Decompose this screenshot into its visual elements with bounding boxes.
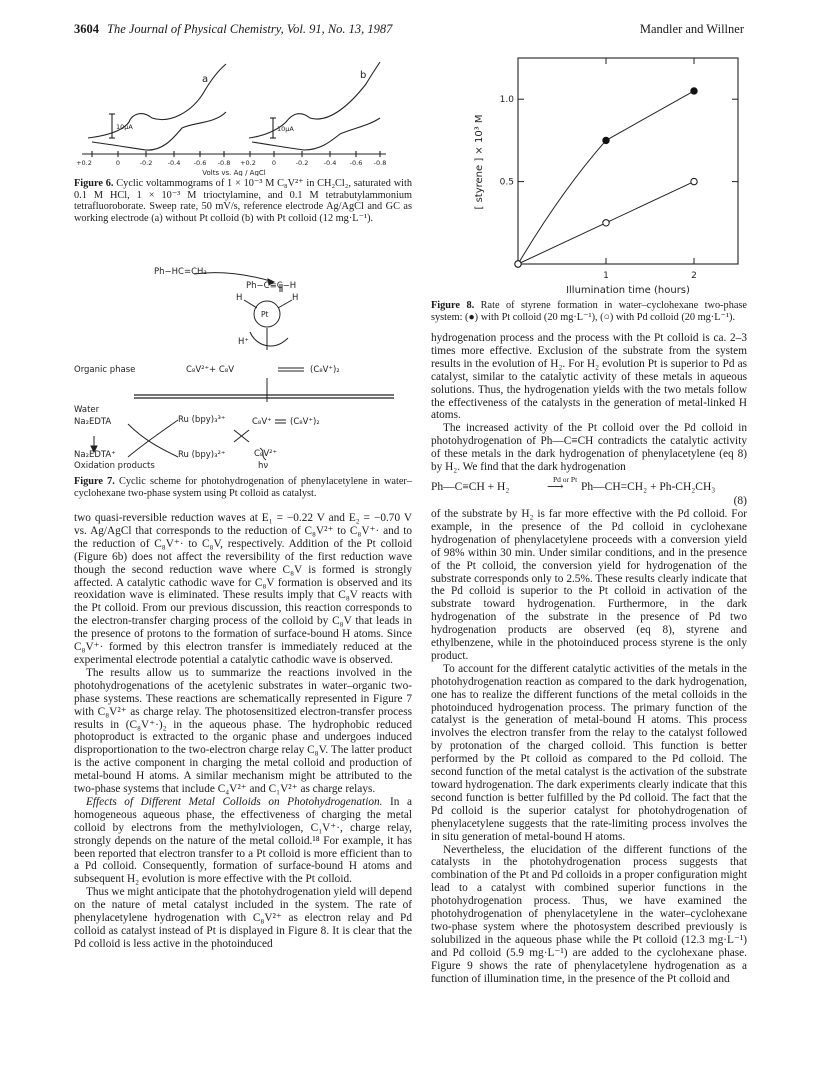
fig7-phenylacetylene: Ph−C≡C−H (246, 281, 297, 291)
fig6-label-a: a (202, 74, 209, 85)
fig7-c8v2: C₈V²⁺ (254, 449, 278, 459)
left-paragraph-1: two quasi-reversible reduction waves at E₁ = −0.22 V and E₂ = −0.70 V vs. Ag/AgCl that corresponds to the reduction of C₈V²⁺ to C₈V⁺· and to the reduction of C₈V⁺· to C₈V, respectively. Addition of the Pt colloid (Figure 6b) does not affect the reversibility of the first reduction wave though the second reduction wave where C₈V is formed is strongly affected. A catalytic cathodic wave for C₈V formation is observed and its reoxidation wave is eliminated. These results imply that C₈V reacts with the Pt colloid. From our previous discussion, this reaction corresponds to the electron-transfer charging process of the colloid by C₈V that leads in the presence of protons to the formation of surface-bound H atoms. Since C₈V⁺· formed by this electron transfer is immediately reduced at the experimental electrode potential a catalytic cathodic wave is observed. (74, 512, 412, 666)
figure-8-chart (468, 50, 750, 296)
figure-6-caption-label: Figure 6. (74, 178, 114, 189)
figure-7-scheme (74, 252, 412, 470)
fig6-scale-b: 10μA (277, 125, 294, 133)
figure-7-caption-text: Cyclic scheme for photohydrogenation of phenylacetylene in water–cyclohexane two-phase system using Pt colloid as catalyst. (74, 476, 412, 499)
figure-8-caption-text: Rate of styrene formation in water–cyclohexane two-phase system: (●) with Pt colloid (20 mg·L⁻¹), (○) with Pd colloid (20 mg·L⁻¹). (431, 300, 748, 323)
fig7-organic-eq-right: (C₈V⁺)₂ (310, 365, 340, 375)
right-paragraph-3: of the substrate by H₂ is far more effective with the Pd colloid. For example, in the presence of the Pd colloid in cyclohexane hydrogenation of phenylacetylene proceeds with a conversion yield of 98% within 30 min. Under similar conditions, and in the presence of the Pt colloid, the conversion yield for hydrogenation of the substrate corresponds only to 2.5%. These results clearly indicate that the Pd colloid is superior to the Pt colloid in activation of the substrate toward hydrogenation. Furthermore, in the dark hydrogenation of the substrate in the presence of Pd two hydrogenation products are observed (eq 8), styrene and ethylbenzene, while in the photoinduced process styrene is the only product. (431, 507, 747, 662)
left-paragraph-2: The results allow us to summarize the reactions involved in the photohydrogenations of the acetylenic substrates in water–organic two-phase systems. These reactions are schematically represented in Figure 7 with C₈V²⁺ as charge relay. The photosensitized electron-transfer process results in (C₈V⁺·)₂ in the aqueous phase. The hydrophobic reduced photoproduct is extracted to the organic phase and undergoes induced disproportionation to the two-electron charge relay C₈V. The latter product is the active component in charging the metal colloid and production of metal-bound H atoms. A similar mechanism might be attributed to the two-phase systems that include C₄V²⁺ and C₁V²⁺ as charge relays. (74, 666, 412, 796)
fig6-scale-a: 10μA (116, 123, 133, 131)
fig8-series-line-pt (518, 91, 694, 264)
fig6-tick-b-5: -0.8 (373, 159, 387, 167)
fig7-oxidation-products: Oxidation products (74, 461, 155, 470)
fig8-y-tick-0-5: 0.5 (499, 177, 514, 188)
fig7-c8v-dimer: (C₈V⁺)₂ (290, 417, 320, 427)
fig8-x-axis-label: Illumination time (hours) (566, 285, 690, 296)
right-paragraph-2: The increased activity of the Pt colloid over the Pd colloid in photohydrogenation of Ph—C≡CH contradicts the catalytic activity of these metals in the dark hydrogenation of phenylacetylene (eq 8) by H₂. We find that the dark hydrogenation (431, 422, 747, 474)
fig8-point-pd-1 (603, 220, 609, 226)
fig8-x-tick-1: 1 (603, 271, 609, 281)
fig7-ru2: Ru (bpy)₃²⁺ (178, 450, 226, 460)
right-paragraph-1: hydrogenation process and the process with the Pt colloid is ca. 2–3 times more effective. Exclusion of the substrate from the system results in the evolution of H₂. For H₂ evolution Pt is superior to Pd as catalyst, similar to the catalytic activity of these metals in aqueous solutions. Thus, the hydrogenation yields with the two metals follow the effectiveness of the catalysts in the generation of metal-linked H atoms. (431, 332, 747, 422)
figure-6-caption-text: Cyclic voltammograms of 1 × 10⁻³ M C₈V²⁺ in CH₂Cl₂, saturated with 0.1 M HCl, 1 × 10⁻³ M trioctylamine, and 0.1 M tetrabutylammonium tetrafluoroborate. Sweep rate, 50 mV/s, reference electrode Ag/AgCl and GC as working electrode (a) without Pt colloid (b) with Pt colloid (12 mg·L⁻¹). (74, 178, 412, 224)
equation-8-right: Ph—CH=CH₂ + Ph-CH₂CH₃ (581, 480, 716, 493)
equation-8 (431, 474, 747, 508)
fig6-tick-a-1: 0 (115, 159, 121, 167)
fig6-tick-a-0: +0.2 (76, 159, 92, 167)
figure-8-caption (431, 300, 747, 323)
figure-7-caption-label: Figure 7. (74, 476, 115, 487)
page-number: 3604 (74, 22, 99, 36)
fig7-pt: Pt (261, 310, 269, 319)
fig8-point-pd-2 (691, 178, 697, 184)
fig8-point-pt-2 (691, 88, 697, 94)
equation-8-catalyst: Pd or Pt (553, 474, 578, 484)
figure-6-caption (74, 178, 412, 224)
fig7-organic-eq-left: C₈V²⁺+ C₈V (186, 365, 235, 375)
fig6-tick-a-5: -0.8 (217, 159, 231, 167)
fig8-point-pt-1 (603, 137, 609, 143)
fig7-water: Water (74, 405, 100, 415)
fig7-styrene: Ph−HC=CH₂ (154, 267, 207, 277)
fig6-tick-b-2: -0.2 (295, 159, 309, 167)
fig7-h-plus: H⁺ (238, 337, 249, 347)
fig6-label-b: b (360, 70, 367, 81)
fig7-ru3: Ru (bpy)₃³⁺ (178, 415, 226, 425)
right-paragraph-5: Nevertheless, the elucidation of the different functions of the catalysts in the photohydrogenation process suggests that combination of the Pt and Pd colloids in a proper configuration might lead to a catalyst with combined superior functions in the photohydrogenation process. Thus, we have examined the photohydrogenation of phenylacetylene in the water–cyclohexane two-phase system where the photosystem described previously is solubilized in the aqueous phase while the Pt colloid (12.3 mg·L⁻¹) and Pd colloid (5.9 mg·L⁻¹) are added to the cyclohexane phase. Figure 9 shows the rate of phenylacetylene hydrogenation as a function of illumination time, in the presence of the Pt colloid and (431, 843, 747, 985)
figure-8-caption-label: Figure 8. (431, 300, 475, 311)
fig6-tick-b-0: +0.2 (240, 159, 256, 167)
right-column (431, 332, 747, 986)
left-column (74, 512, 412, 951)
running-header-authors: Mandler and Willner (639, 22, 744, 36)
fig7-h-right: H (292, 293, 299, 303)
fig7-h-left: H (236, 293, 243, 303)
equation-8-left: Ph—C≡CH + H₂ (431, 480, 510, 493)
fig6-tick-a-4: -0.6 (193, 159, 207, 167)
left-paragraph-3 (74, 796, 412, 886)
fig6-tick-b-1: 0 (271, 159, 277, 167)
fig8-y-axis-label: [ styrene ] × 10³ M (474, 114, 485, 210)
figure-6 (74, 52, 394, 176)
fig8-point-pd-0 (515, 261, 521, 267)
fig7-organic-phase: Organic phase (74, 365, 136, 375)
figure-7 (74, 252, 412, 470)
left-paragraph-3-text: In a homogeneous aqueous phase, the effectiveness of charging the metal colloid by electrons from the methylviologen, C₁V⁺·, charge relay, strongly depends on the nature of the metal colloid.¹⁸ For example, it has been reported that electron transfer to a Pt colloid is more efficient than to a Pd colloid. Consequently, formation of surface-bound H atoms and subsequent H₂ evolution is more effective with the Pt colloid. (74, 795, 412, 886)
figure-8 (468, 50, 750, 296)
fig7-hv: hν (258, 461, 269, 470)
fig8-x-tick-2: 2 (691, 271, 697, 281)
fig6-tick-a-2: -0.2 (139, 159, 153, 167)
fig6-tick-a-3: -0.4 (167, 159, 181, 167)
fig7-c8v-plus: C₈V⁺ (252, 417, 272, 427)
left-paragraph-4: Thus we might anticipate that the photohydrogenation yield will depend on the nature of metal catalyst included in the system. The rate of phenylacetylene hydrogenation with C₈V²⁺ as electron relay and Pd colloid as catalyst instead of Pt is displayed in Figure 8. It is clear that the Pd colloid is less active in the photoinduced (74, 886, 412, 950)
equation-8-number: (8) (733, 494, 747, 507)
fig8-plot-frame (518, 58, 738, 264)
journal-citation: The Journal of Physical Chemistry, Vol. 91, No. 13, 1987 (107, 22, 393, 36)
running-header-left (74, 22, 392, 37)
fig8-y-tick-1-0: 1.0 (499, 95, 514, 106)
fig6-tick-b-3: -0.4 (323, 159, 337, 167)
fig6-tick-b-4: -0.6 (349, 159, 363, 167)
figure-7-caption (74, 476, 412, 499)
fig7-na2edta: Na₂EDTA (74, 417, 112, 427)
section-heading-metal-colloids: Effects of Different Metal Colloids on Photohydrogenation. (86, 795, 383, 808)
fig7-na2edta-ox: Na₂EDTA⁺ (74, 450, 116, 460)
equation-8-arrow: ⟶ (547, 480, 564, 493)
right-paragraph-4: To account for the different catalytic activities of the metals in the photohydrogenation reaction as compared to the dark hydrogenation, one has to realize the different functions of the metal colloids in the photoinduced hydrogenation process. The primary function of the catalyst is the generation of metal-bound H atoms. This process involves the electron transfer from the relay to the catalyst followed by protonation of the charged colloid. This function is better performed by the Pt colloid as compared to the Pd colloid. The second function of the metal catalyst is the activation of the substrate toward hydrogenation. The dark experiments clearly indicate that this second function is better fulfilled by the Pd colloid. The fact that the Pd colloid is the superior catalyst for photohydrogenation of phenylacetylene suggests that the rate-limiting process involves the in situ generation of metal-bound H atoms. (431, 662, 747, 843)
fig6-axis-label: Volts vs. Ag / AgCl (202, 169, 266, 176)
figure-6-plot (74, 52, 394, 176)
